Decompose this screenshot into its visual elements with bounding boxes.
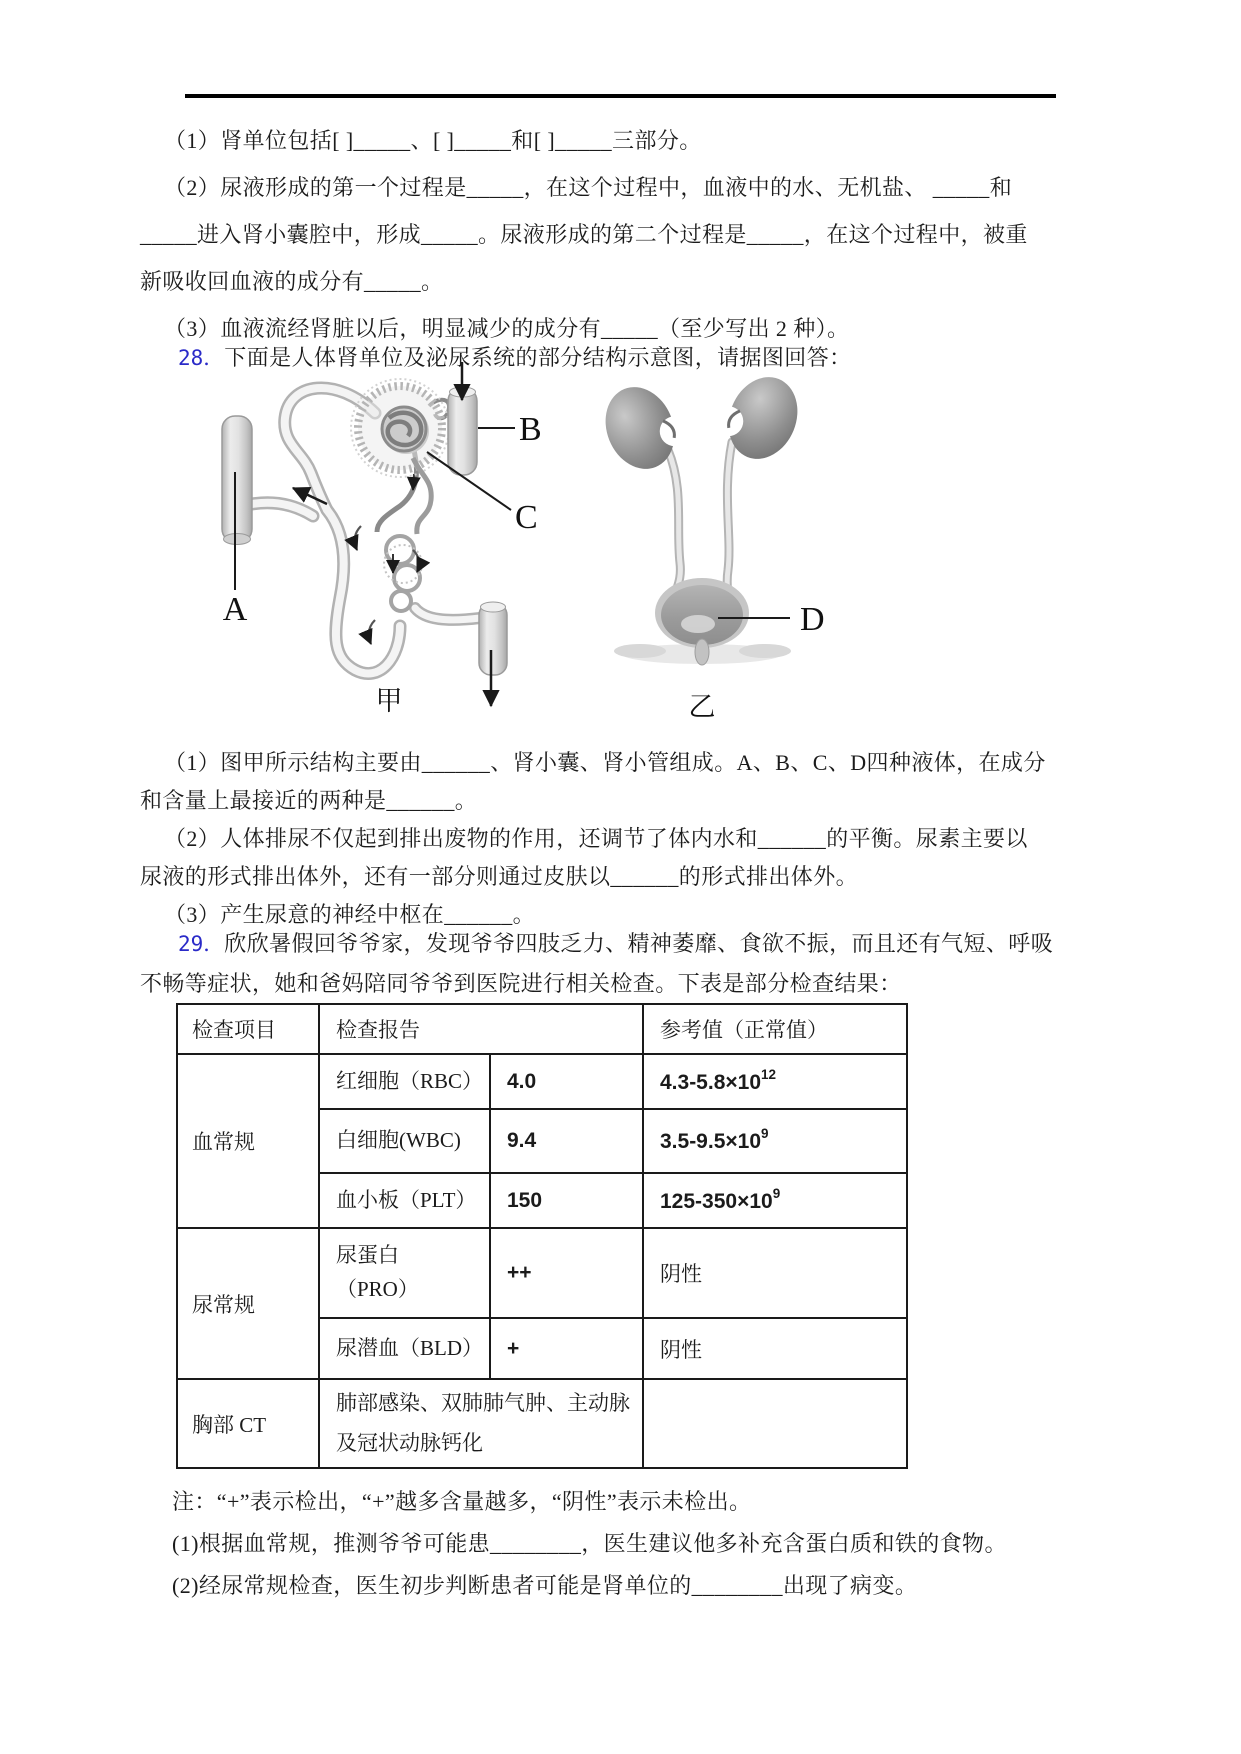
cell-ct-report: 肺部感染、双肺肺气肿、主动脉及冠状动脉钙化 <box>319 1379 643 1468</box>
q29-intro-line1 <box>140 924 1140 964</box>
header-rule <box>185 94 1056 98</box>
cell-bld-name: 尿潜血（BLD） <box>319 1318 490 1379</box>
header-report: 检查报告 <box>319 1004 643 1054</box>
nephron-and-urinary-figure <box>185 358 985 740</box>
cell-pro-value: ++ <box>490 1228 643 1318</box>
q27-part3: （3）血液流经肾脏以后，明显减少的成分有_____（至少写出 2 种）。 <box>164 316 850 341</box>
vessel-b-tube <box>448 387 477 475</box>
label-c: C <box>515 499 538 536</box>
ureters <box>668 442 732 596</box>
cell-bld-value: + <box>490 1318 643 1379</box>
q27-part2-line2: _____进入肾小囊腔中，形成_____。尿液形成的第二个过程是_____，在这个过程中，被重 <box>140 222 1028 247</box>
q29-intro-text: 欣欣暑假回爷爷家，发现爷爷四肢乏力、精神萎靡、食欲不振，而且还有气短、呼吸 <box>224 931 1054 956</box>
question-29-header <box>140 924 1140 1004</box>
cell-bld-ref: 阴性 <box>643 1318 907 1379</box>
cell-plt-name: 血小板（PLT） <box>319 1173 490 1228</box>
table-row-pro <box>177 1228 907 1318</box>
q28-number: 28． <box>178 346 225 370</box>
q29-blank1: (1)根据血常规，推测爷爷可能患________，医生建议他多补充含蛋白质和铁的食物。 <box>172 1531 1007 1556</box>
question-27-block <box>140 117 1130 352</box>
q28-sub2-line2: 尿液的形式排出体外，还有一部分则通过皮肤以______的形式排出体外。 <box>140 864 859 889</box>
q29-intro-line2: 不畅等症状，她和爸妈陪同爷爷到医院进行相关检查。下表是部分检查结果： <box>140 971 902 996</box>
cell-plt-ref: $125-350\times 10^9$ <box>643 1173 907 1228</box>
q28-sub1-line1: （1）图甲所示结构主要由______、肾小囊、肾小管组成。A、B、C、D四种液体，在成分 <box>164 750 1046 775</box>
nephron-diagram <box>185 358 565 740</box>
header-ref: 参考值（正常值） <box>643 1004 907 1054</box>
table-header-row <box>177 1004 907 1054</box>
label-a: A <box>222 591 248 628</box>
caption-yi: 乙 <box>688 692 716 722</box>
left-kidney <box>594 372 699 479</box>
rbc-ref-exponent: 12 <box>761 1066 777 1082</box>
header-item: 检查项目 <box>177 1004 319 1054</box>
group-blood: 血常规 <box>177 1054 319 1228</box>
q29-number: 29． <box>178 932 225 956</box>
cell-wbc-ref: $3.5-9.5\times 10^9$ <box>643 1109 907 1173</box>
q27-part1: （1）肾单位包括[ ]_____、[ ]_____和[ ]_____三部分。 <box>164 128 702 153</box>
vessel-a-tube <box>222 416 252 545</box>
urinary-system-diagram <box>580 358 980 740</box>
q27-part2-line3: 新吸收回血液的成分有_____。 <box>140 269 444 294</box>
cell-rbc-value: 4.0 <box>490 1054 643 1109</box>
cell-wbc-name: 白细胞(WBC) <box>319 1109 490 1173</box>
caption-jia: 甲 <box>375 686 403 716</box>
group-chest-ct: 胸部 CT <box>177 1379 319 1468</box>
cell-pro-name: 尿蛋白 （PRO） <box>319 1228 490 1318</box>
cell-ct-ref <box>643 1379 907 1468</box>
cell-rbc-name: 红细胞（RBC） <box>319 1054 490 1109</box>
lab-results-table <box>176 1003 908 1469</box>
glomerulus <box>382 407 429 454</box>
cell-plt-value: 150 <box>490 1173 643 1228</box>
cell-wbc-value: 9.4 <box>490 1109 643 1173</box>
cell-pro-ref: 阴性 <box>643 1228 907 1318</box>
urethra <box>695 639 709 665</box>
q28-sub3: （3）产生尿意的神经中枢在______。 <box>164 902 536 927</box>
wbc-ref-exponent: 9 <box>761 1126 769 1141</box>
q28-sub2-line1: （2）人体排尿不仅起到排出废物的作用，还调节了体内水和______的平衡。尿素主要以 <box>164 826 1028 851</box>
cell-pro-name-line2: （PRO） <box>336 1277 419 1301</box>
right-kidney <box>705 362 810 469</box>
table-row-ct <box>177 1379 907 1468</box>
question-29-tail <box>172 1481 1142 1607</box>
q27-part2-line1: （2）尿液形成的第一个过程是_____，在这个过程中，血液中的水、无机盐、 _____和 <box>164 175 1013 200</box>
table-row-rbc <box>177 1054 907 1109</box>
label-d: D <box>800 601 825 638</box>
q29-blank2: (2)经尿常规检查，医生初步判断患者可能是肾单位的________出现了病变。 <box>172 1573 918 1598</box>
table-note: 注：“+”表示检出，“+”越多含量越多，“阴性”表示未检出。 <box>172 1489 752 1514</box>
q28-intro: 下面是人体肾单位及泌尿系统的部分结构示意图，请据图回答： <box>224 345 852 370</box>
plt-ref-exponent: 9 <box>772 1185 781 1201</box>
label-b: B <box>519 411 542 448</box>
collecting-duct-tube <box>479 602 507 675</box>
cell-rbc-ref: $4.3-5.8\times 10^{12}$ <box>643 1054 907 1109</box>
question-28-subquestions <box>140 744 1130 934</box>
q28-sub1-line2: 和含量上最接近的两种是______。 <box>140 788 478 813</box>
group-urine: 尿常规 <box>177 1228 319 1379</box>
